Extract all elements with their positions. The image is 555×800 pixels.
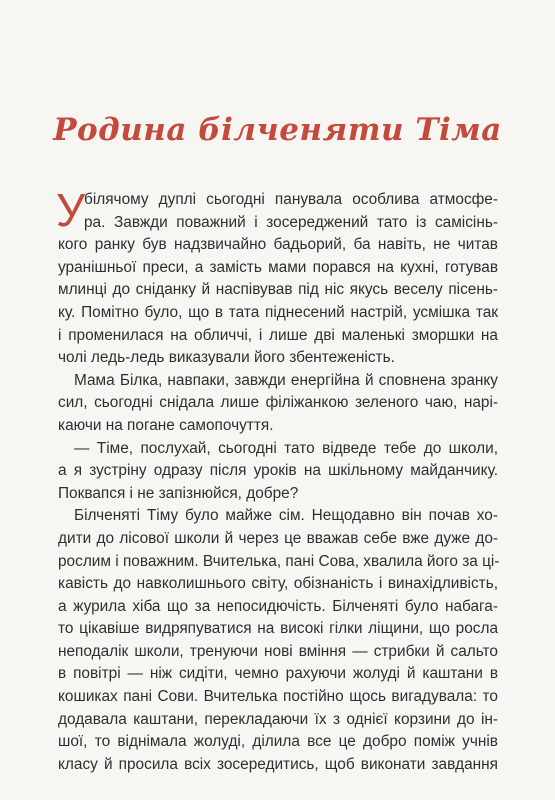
text-line: класу й просила всіх зосередитись, щоб виконати завдання: [58, 755, 498, 773]
chapter-title: Родина білченяти Тіма: [53, 112, 502, 148]
text-line: Поквапся і не запізнюйся, добре?: [58, 484, 299, 502]
text-line: чолі ледь-ледь виказували його збентеженість.: [58, 349, 395, 367]
text-line: рослим і поважним. Вчителька, пані Сова, хвалила його за ці-: [58, 552, 500, 570]
text-line: і променилася на обличчі, і лише дві маленькі зморшки на: [58, 326, 498, 344]
body-text: [56, 184, 500, 776]
text-line: шої, то віднімала жолуді, ділила все це добро поміж учнів: [58, 733, 498, 751]
text-line: неподалік школи, тренуючи нові вміння — стрибки й сальто: [58, 642, 498, 660]
text-line: каючи на погане самопочуття.: [58, 416, 274, 434]
text-line: а я зустріну одразу після уроків на шкільному майданчику.: [58, 462, 498, 480]
text-line: кошиках пані Сови. Вчителька постійно щось вигадувала: то: [58, 688, 498, 706]
text-line: млинці до сніданку й наспівував під ніс якусь веселу пісень-: [58, 281, 498, 299]
text-line: кавість до навколишнього світу, обізнаність і винахідливість,: [58, 575, 498, 593]
text-line: білячому дуплі сьогодні панувала особлива атмосфе-: [84, 191, 498, 208]
text-line: — Тіме, послухай, сьогодні тато відведе тебе до школи,: [74, 439, 498, 457]
text-line: ра. Завжди поважний і зосереджений тато із самісінь-: [84, 213, 498, 231]
text-line: ку. Помітно було, що в тата піднесений настрій, усмішка так: [58, 303, 498, 321]
text-line: а журила хіба що за непосидючість. Білченяті було набага-: [58, 597, 498, 615]
text-line: то цікавіше видряпуватися на високі гілки ліщини, що росла: [58, 620, 498, 638]
text-line: Білченяті Тіму було майже сім. Нещодавно він почав хо-: [74, 507, 498, 525]
text-line: кого ранку був надзвичайно бадьорий, ба навіть, не читав: [58, 236, 498, 254]
text-line: додавала каштани, перекладаючи їх з однієї корзини до ін-: [58, 710, 498, 728]
text-line: Мама Білка, навпаки, завжди енергійна й сповнена зранку: [74, 371, 498, 389]
text-line: в повітрі — ніж сидіти, чемно рахуючи жолуді й каштани в: [58, 665, 498, 683]
text-line: уранішньої преси, а замість мами порався на кухні, готував: [58, 258, 498, 276]
text-line: дити до лісової школи й через це вважав себе вже дуже до-: [58, 529, 498, 547]
drop-cap: У: [56, 184, 86, 236]
text-line: сил, сьогодні снідала лише філіжанкою зеленого чаю, нарі-: [58, 394, 498, 412]
